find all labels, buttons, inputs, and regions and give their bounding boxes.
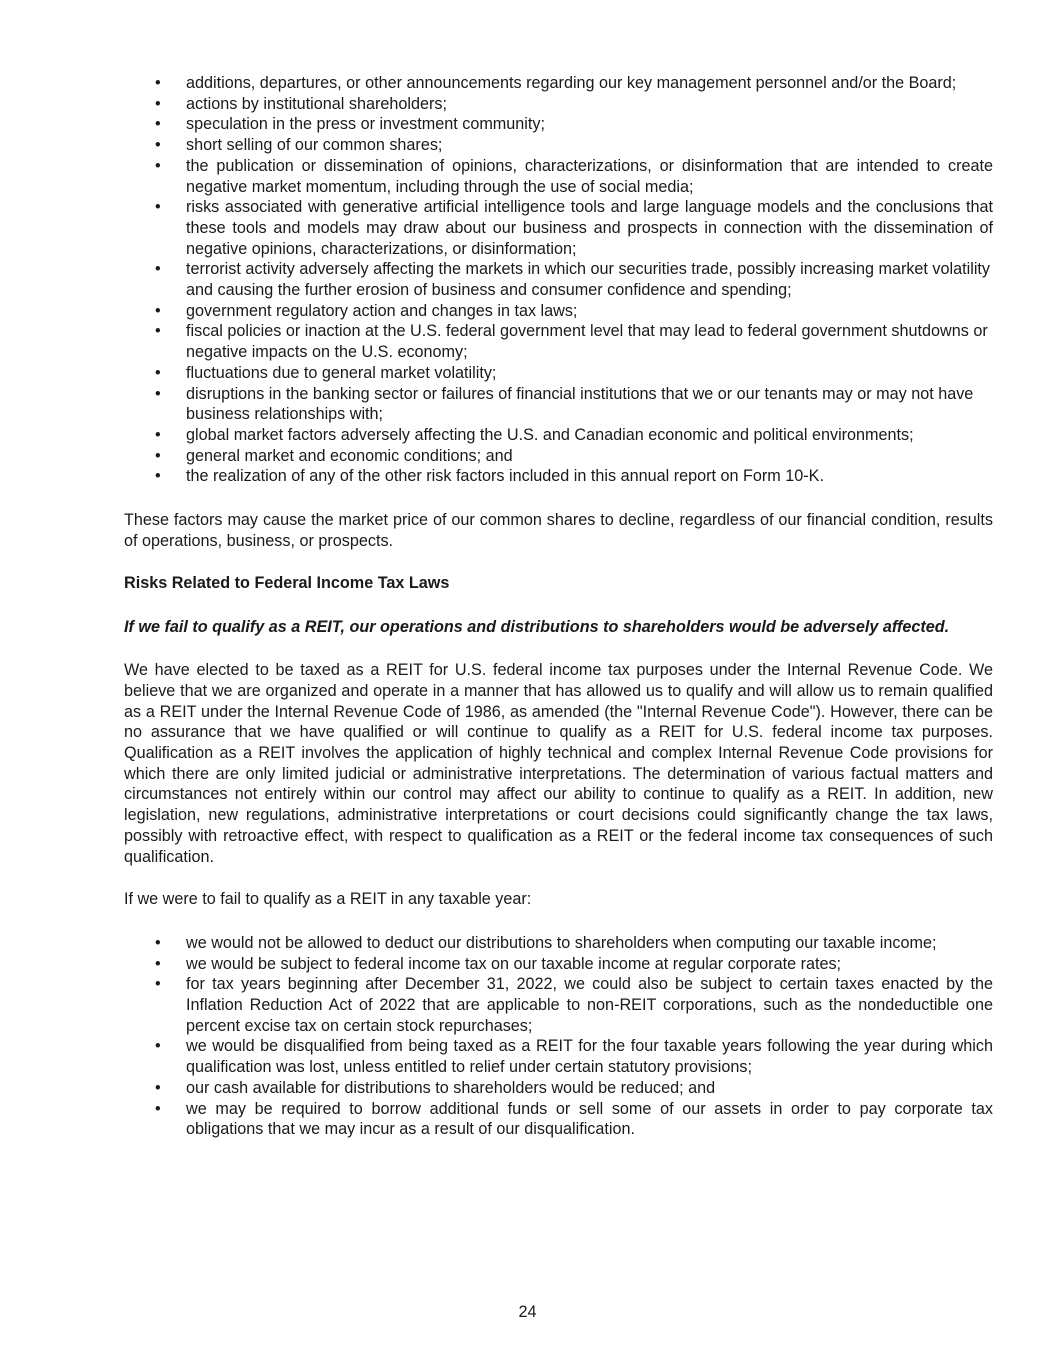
list-item: • terrorist activity adversely affecting the markets in which our securities trade, possibly increasing market volatility and causing the further erosion of business and consumer confidence and spending; [155, 260, 990, 300]
list-item: • fiscal policies or inaction at the U.S. federal government level that may lead to federal government shutdowns or negative impacts on the U.S. economy; [155, 322, 988, 362]
list-item: • government regulatory action and changes in tax laws; [155, 301, 578, 320]
bullet-marker: • [155, 322, 161, 341]
bullet-marker: • [155, 363, 161, 382]
document-page [124, 73, 993, 1140]
list-item: • short selling of our common shares; [155, 136, 443, 155]
bullet-marker: • [155, 975, 161, 994]
list-item: • we may be required to borrow additional funds or sell some of our assets in order to pay corporate tax obligations that we may incur as a result of our disqualification. [155, 1099, 993, 1139]
list-item: • the realization of any of the other risk factors included in this annual report on Form 10-K. [155, 467, 824, 486]
bullet-marker: • [155, 1099, 161, 1118]
list-item: • general market and economic conditions; and [155, 446, 513, 465]
bullet-marker: • [155, 198, 161, 217]
bullet-marker: • [155, 446, 161, 465]
bullet-marker: • [155, 74, 161, 92]
bullet-marker: • [155, 467, 161, 486]
list-item: • additions, departures, or other announcements regarding our key management personnel and/or the Board; [155, 74, 957, 92]
bullet-marker: • [155, 301, 161, 320]
reit-paragraph: We have elected to be taxed as a REIT for U.S. federal income tax purposes under the Internal Revenue Code. We believe that we are organized and operate in a manner that has allowed us to qualify and will allow us to remain qualified as a REIT under the Internal Revenue Code of 1986, as amended (the "Internal Revenue Code"). However, there can be no assurance that we have qualified or will continue to qualify as a REIT for U.S. federal income tax purposes. Qualification as a REIT involves the application of highly technical and complex Internal Revenue Code provisions for which there are only limited judicial or administrative interpretations. The determination of various factual matters and circumstances not entirely within our control may affect our ability to continue to qualify as a REIT. In addition, new legislation, new regulations, administrative interpretations or court decisions could significantly change the tax laws, possibly with retroactive effect, with respect to qualification as a REIT or the federal income tax consequences of such qualification. [124, 661, 993, 866]
bullet-marker: • [155, 136, 161, 155]
list-item: • risks associated with generative artificial intelligence tools and large language models and the conclusions that these tools and models may draw about our business and prospects in connection with the dissemination of negative opinions, characterizations, or disinformation; [155, 198, 993, 258]
bullet-marker: • [155, 425, 161, 444]
bullet-marker: • [155, 115, 161, 134]
market-factors-list [124, 73, 993, 487]
bullet-marker: • [155, 156, 161, 175]
list-item: • we would be disqualified from being taxed as a REIT for the four taxable years following the year during which qualification was lost, unless entitled to relief under certain statutory provisions; [155, 1037, 993, 1077]
list-item: • fluctuations due to general market volatility; [155, 363, 497, 382]
intro-paragraph: If we were to fail to qualify as a REIT in any taxable year: [124, 890, 532, 909]
bullet-marker: • [155, 260, 161, 279]
list-item: • disruptions in the banking sector or failures of financial institutions that we or our tenants may or may not have business relationships with; [155, 384, 974, 424]
list-item: • speculation in the press or investment community; [155, 115, 545, 134]
risk-heading: If we fail to qualify as a REIT, our operations and distributions to shareholders would be adversely affected. [124, 618, 950, 637]
factors-paragraph: These factors may cause the market price of our common shares to decline, regardless of our financial condition, results of operations, business, or prospects. [124, 511, 993, 550]
list-item: • for tax years beginning after December 31, 2022, we could also be subject to certain taxes enacted by the Inflation Reduction Act of 2022 that are applicable to non-REIT corporations, such as the nondeductible one percent excise tax on certain stock repurchases; [155, 975, 993, 1035]
list-item: • we would not be allowed to deduct our distributions to shareholders when computing our taxable income; [155, 933, 937, 952]
bullet-marker: • [155, 94, 161, 113]
list-item: • global market factors adversely affecting the U.S. and Canadian economic and political environments; [155, 425, 914, 444]
bullet-marker: • [155, 1037, 161, 1056]
list-item: • actions by institutional shareholders; [155, 94, 447, 113]
list-item: • the publication or dissemination of opinions, characterizations, or disinformation that are intended to create negative market momentum, including through the use of social media; [155, 156, 993, 196]
bullet-marker: • [155, 1078, 161, 1097]
list-item: • we would be subject to federal income tax on our taxable income at regular corporate rates; [155, 954, 842, 973]
bullet-marker: • [155, 933, 161, 952]
bullet-marker: • [155, 384, 161, 403]
reit-consequences-list [124, 933, 993, 1140]
page-number: 24 [518, 1303, 537, 1321]
section-heading: Risks Related to Federal Income Tax Laws [124, 574, 450, 593]
bullet-marker: • [155, 954, 161, 973]
list-item: • our cash available for distributions to shareholders would be reduced; and [155, 1078, 716, 1097]
